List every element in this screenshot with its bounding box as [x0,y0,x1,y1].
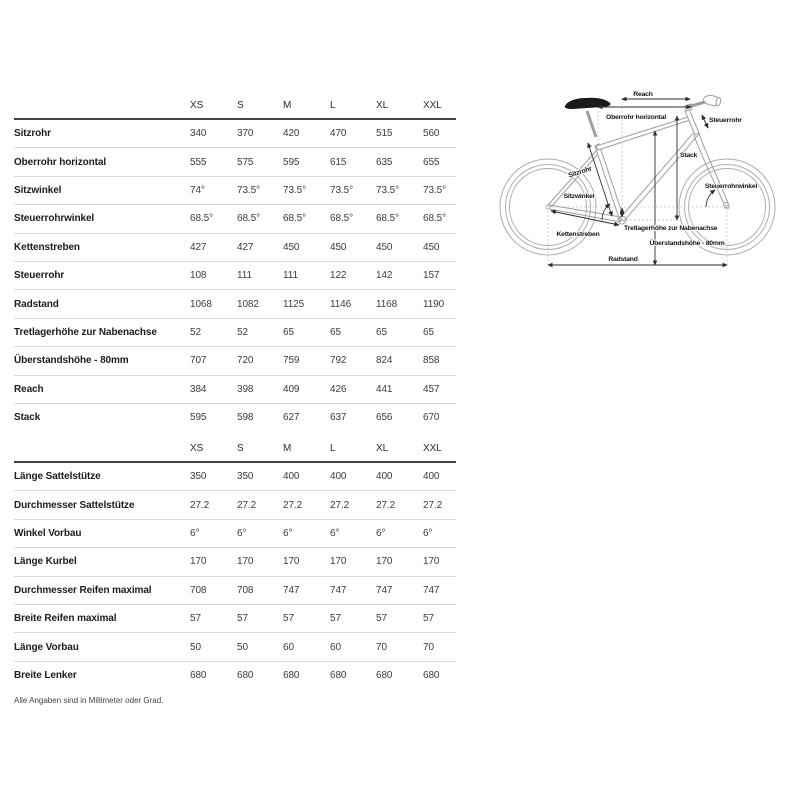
row-value: 656 [376,412,393,424]
table-row [14,462,456,491]
row-value: 65 [330,318,376,346]
row-value: 68.5° [330,205,376,233]
row-value: 74° [190,176,237,204]
row-value: 157 [423,261,456,289]
seat-post [587,111,596,137]
row-value: 142 [376,261,423,289]
row-value: 170 [330,548,376,576]
row-value: 6° [423,519,456,547]
row-value: 555 [190,148,237,176]
steuerrohr-label: Steuerrohr [709,117,742,124]
handlebar-grip [703,94,722,106]
ueberstandshoehe-label: Überstandshöhe - 80mm [649,240,725,247]
table-row [14,176,456,204]
row-value: 450 [330,233,376,261]
sitzwinkel-label: Sitzwinkel [563,193,595,200]
row-value: 122 [330,261,376,289]
row-label: Länge Kurbel [14,548,190,576]
row-label: Steuerrohr [14,261,190,289]
row-value: 68.5° [283,205,330,233]
row-value: 73.5° [423,176,456,204]
row-value: 50 [190,633,237,661]
table-row [14,148,456,176]
row-label: Durchmesser Reifen maximal [14,576,190,604]
row-value: 52 [237,318,283,346]
row-value: 57 [283,604,330,632]
row-value: 680 [190,669,207,681]
table-row [14,119,456,148]
row-value: 340 [190,119,237,148]
row-value: 108 [190,261,237,289]
row-label: Tretlagerhöhe zur Nabenachse [14,318,190,346]
row-value: 747 [423,576,456,604]
row-value: 111 [237,261,283,289]
row-value: 170 [237,548,283,576]
column-header-l: L [330,435,376,462]
column-header-m: M [283,435,330,462]
table-row [14,491,456,519]
radstand-label: Radstand [608,256,638,263]
row-value: 598 [237,412,254,424]
size-header-row [14,435,456,462]
steuerrohr-arrow [702,115,708,128]
table-row [14,375,456,403]
column-header-s: S [237,435,283,462]
row-value: 680 [330,669,347,681]
table-row [14,403,456,431]
row-value: 68.5° [190,205,237,233]
row-value: 747 [330,576,376,604]
row-value: 427 [190,233,237,261]
table-row [14,661,456,689]
column-header-xs: XS [190,435,237,462]
row-value: 1168 [376,290,423,318]
row-value: 615 [330,148,376,176]
row-value: 350 [237,462,283,491]
column-header-xl: XL [376,92,423,119]
row-label: Kettenstreben [14,233,190,261]
row-value: 27.2 [376,491,423,519]
row-value: 57 [237,604,283,632]
row-label: Breite Lenker [14,669,77,681]
row-value: 350 [190,462,237,491]
row-value: 680 [283,669,300,681]
column-header-empty [14,92,190,119]
table-row [14,633,456,661]
row-value: 637 [330,412,347,424]
row-value: 27.2 [237,491,283,519]
column-header-l: L [330,92,376,119]
row-value: 575 [237,148,283,176]
column-header-xl: XL [376,435,423,462]
row-label: Überstandshöhe - 80mm [14,347,190,375]
row-label: Sitzwinkel [14,176,190,204]
row-value: 68.5° [237,205,283,233]
row-value: 6° [376,519,423,547]
row-value: 426 [330,375,376,403]
row-value: 470 [330,119,376,148]
row-label: Stack [14,412,41,424]
column-header-xs: XS [190,92,237,119]
row-value: 1068 [190,290,237,318]
sitzrohr-label: Sitzrohr [567,165,593,180]
row-value: 680 [376,669,393,681]
row-value: 515 [376,119,423,148]
row-value: 65 [283,318,330,346]
row-value: 57 [423,604,456,632]
row-value: 52 [190,318,237,346]
row-value: 111 [283,261,330,289]
tretlagerhoehe-label: Tretlagerhöhe zur Nabenachse [624,225,718,232]
row-value: 670 [423,412,440,424]
row-value: 759 [283,347,330,375]
row-value: 6° [330,519,376,547]
row-value: 27.2 [423,491,456,519]
row-value: 57 [376,604,423,632]
row-label: Durchmesser Sattelstütze [14,491,190,519]
geometry-table-frame [14,92,456,431]
row-value: 27.2 [330,491,376,519]
row-value: 170 [423,548,456,576]
row-label: Länge Vorbau [14,633,190,661]
column-header-xxl: XXL [423,435,456,462]
row-value: 73.5° [330,176,376,204]
row-value: 720 [237,347,283,375]
row-label: Breite Reifen maximal [14,604,190,632]
units-footnote: Alle Angaben sind in Millimeter oder Grad. [14,696,164,705]
row-value: 68.5° [376,205,423,233]
row-value: 65 [423,318,456,346]
row-value: 6° [190,519,237,547]
kettenstreben-label: Kettenstreben [556,231,600,238]
kettenstreben-arrow [551,211,619,225]
row-value: 27.2 [283,491,330,519]
row-value: 170 [376,548,423,576]
row-value: 27.2 [190,491,237,519]
column-header-xxl: XXL [423,92,456,119]
row-value: 708 [237,576,283,604]
table-row [14,290,456,318]
row-value: 450 [376,233,423,261]
row-value: 170 [283,548,330,576]
row-value: 57 [330,604,376,632]
row-value: 400 [376,462,423,491]
row-value: 50 [237,633,283,661]
table-row [14,576,456,604]
row-value: 68.5° [423,205,456,233]
size-header-row [14,92,456,119]
reach-label: Reach [633,91,653,98]
row-value: 427 [237,233,283,261]
row-value: 370 [237,119,283,148]
row-value: 384 [190,375,237,403]
row-value: 57 [190,604,237,632]
row-label: Steuerrohrwinkel [14,205,190,233]
row-value: 824 [376,347,423,375]
table-row [14,548,456,576]
row-value: 680 [237,669,254,681]
row-value: 400 [330,462,376,491]
row-value: 73.5° [376,176,423,204]
table-row [14,233,456,261]
row-value: 73.5° [237,176,283,204]
row-value: 398 [237,375,283,403]
row-value: 560 [423,119,456,148]
row-value: 450 [423,233,456,261]
table-row [14,318,456,346]
table-row [14,205,456,233]
row-value: 792 [330,347,376,375]
bike-geometry-diagram [485,85,800,275]
column-header-s: S [237,92,283,119]
row-value: 441 [376,375,423,403]
geometry-table-components [14,435,456,689]
row-value: 747 [376,576,423,604]
row-value: 60 [283,633,330,661]
steuerrohrwinkel-label: Steuerrohrwinkel [704,183,758,190]
row-value: 70 [376,633,423,661]
stack-label: Stack [680,152,698,159]
row-value: 70 [423,633,456,661]
row-value: 73.5° [283,176,330,204]
oberrohr-label: Oberrohr horizontal [605,114,667,121]
row-value: 400 [283,462,330,491]
steuerrohrwinkel-arc [706,190,715,207]
table-row [14,347,456,375]
row-value: 595 [283,148,330,176]
row-value: 1082 [237,290,283,318]
row-value: 420 [283,119,330,148]
row-value: 747 [283,576,330,604]
row-value: 635 [376,148,423,176]
row-value: 450 [283,233,330,261]
row-value: 680 [423,669,440,681]
row-value: 400 [423,462,456,491]
row-label: Radstand [14,290,190,318]
table-row [14,604,456,632]
row-value: 60 [330,633,376,661]
row-value: 6° [237,519,283,547]
row-value: 707 [190,347,237,375]
row-value: 65 [376,318,423,346]
row-label: Winkel Vorbau [14,519,190,547]
row-label: Sitzrohr [14,119,190,148]
table-row [14,261,456,289]
row-label: Länge Sattelstütze [14,462,190,491]
row-value: 6° [283,519,330,547]
row-value: 627 [283,412,300,424]
table-row [14,519,456,547]
row-label: Oberrohr horizontal [14,148,190,176]
column-header-empty [14,435,190,462]
row-value: 457 [423,375,456,403]
row-value: 1190 [423,290,456,318]
row-value: 708 [190,576,237,604]
column-header-m: M [283,92,330,119]
row-value: 1125 [283,290,330,318]
row-value: 1146 [330,290,376,318]
row-value: 655 [423,148,456,176]
row-value: 170 [190,548,237,576]
row-value: 595 [190,412,207,424]
row-value: 409 [283,375,330,403]
row-label: Reach [14,375,190,403]
row-value: 858 [423,347,456,375]
